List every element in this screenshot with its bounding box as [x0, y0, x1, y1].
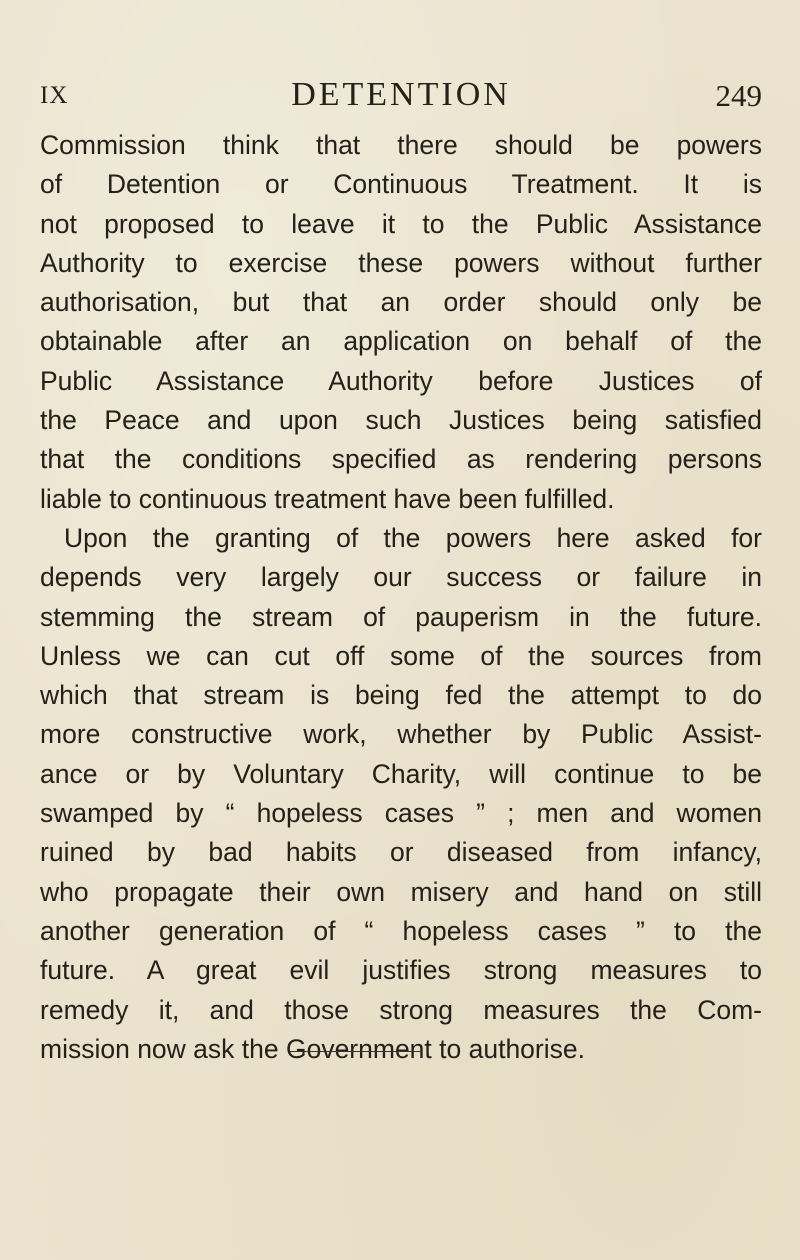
text-line: Commission think that there should be powers: [40, 130, 762, 160]
text-line: liable to continuous treatment have been fulfilled.: [40, 483, 615, 514]
section-end-rule: [290, 1051, 422, 1052]
running-head: [40, 76, 762, 116]
text-line: future. A great evil justifies strong measures to: [40, 955, 762, 986]
text-line: authorisation, but that an order should only be: [40, 287, 762, 318]
text-line: obtainable after an application on behalf of the: [40, 326, 762, 357]
text-line: which that stream is being fed the attempt to do: [40, 680, 762, 711]
text-line: ruined by bad habits or diseased from infancy,: [40, 837, 762, 868]
text-line: who propagate their own misery and hand on still: [40, 876, 762, 907]
text-line: swamped by “ hopeless cases ” ; men and women: [40, 798, 762, 829]
text-line: Authority to exercise these powers without further: [40, 247, 762, 278]
text-line: remedy it, and those strong measures the Com-: [40, 994, 762, 1025]
text-line: depends very largely our success or failure in: [40, 562, 762, 593]
body-text: [40, 126, 762, 1069]
text-line: Upon the granting of the powers here asked for: [64, 522, 762, 553]
text-line: Unless we can cut off some of the sources from: [40, 640, 762, 671]
text-line: mission now ask the Government to authorise.: [40, 1033, 585, 1064]
running-title: DETENTION: [291, 76, 511, 113]
text-line: more constructive work, whether by Public Assist-: [40, 719, 762, 750]
text-line: Public Assistance Authority before Justices of: [40, 365, 762, 396]
text-line: that the conditions specified as rendering persons: [40, 444, 762, 475]
text-line: ance or by Voluntary Charity, will continue to be: [40, 758, 762, 789]
text-line: not proposed to leave it to the Public Assistance: [40, 208, 762, 239]
text-line: the Peace and upon such Justices being satisfied: [40, 405, 762, 436]
text-line: stemming the stream of pauperism in the future.: [40, 601, 762, 632]
text-line: of Detention or Continuous Treatment. It is: [40, 169, 762, 200]
text-line: another generation of “ hopeless cases ” to the: [40, 915, 762, 946]
chapter-number: IX: [40, 82, 69, 109]
page-number: 249: [715, 78, 762, 113]
